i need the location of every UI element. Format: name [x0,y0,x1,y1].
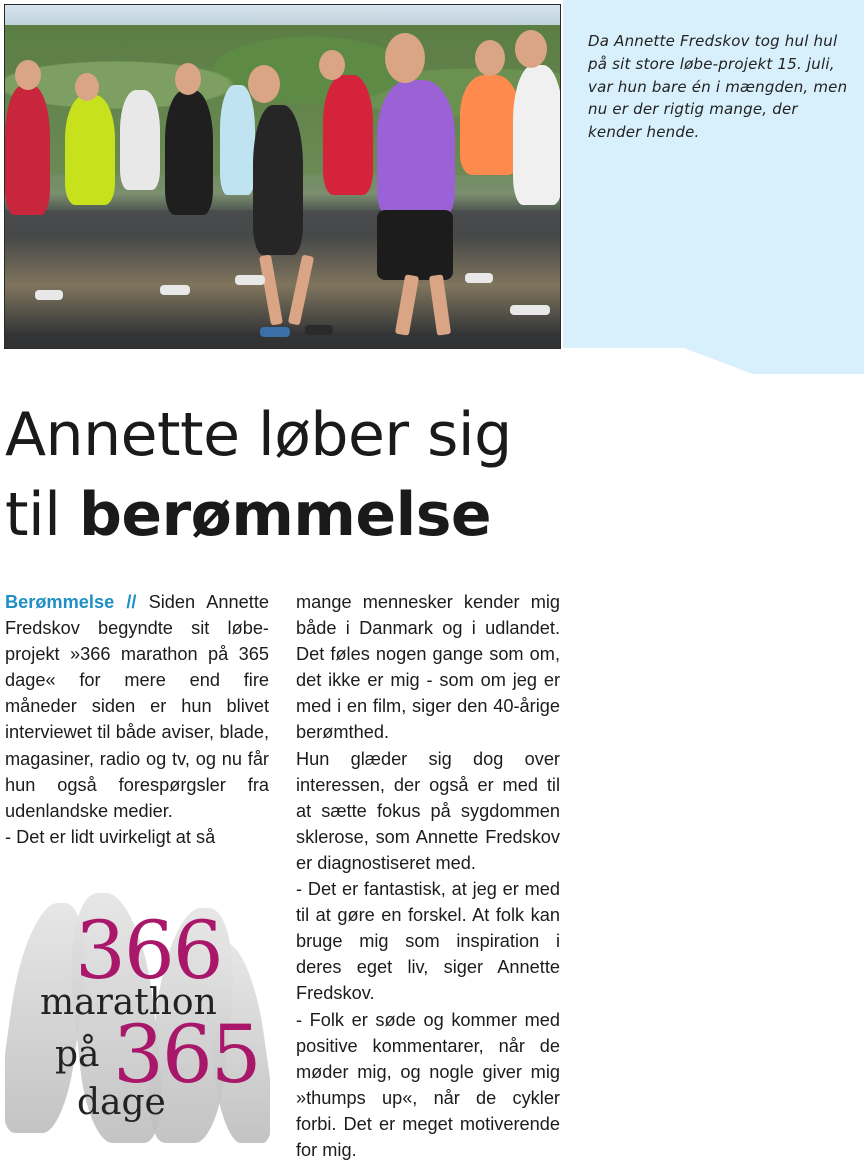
article-kicker: Berømmelse // [5,592,137,612]
logo-word-marathon: marathon [40,982,217,1023]
logo-number-365: 365 [113,1008,260,1101]
logo-word-dage: dage [77,1082,166,1123]
logo-word-paa: på [55,1034,100,1075]
paragraph-text: Siden Annette Fredskov begyndte sit løbe-projekt »366 marathon på 365 dage« for mere end fire måneder siden er hun blivet interviewet til både aviser, blade, magasiner, radio og tv, og nu får hun også forespørgsler fra udenlandske medier. [5,592,269,821]
366-marathon-logo [5,883,270,1153]
headline-line2-plain: til [5,480,79,550]
logo-number-366: 366 [75,904,222,997]
article-column-1 [5,589,269,850]
paragraph: - Folk er søde og kommer med positive kommentarer, når de møder mig, og nogle giver mig »thumps up«, når de cykler forbi. Det er meget motiverende for mig. [296,1009,560,1160]
article-photo-runners [5,5,560,348]
article-column-2 [296,589,560,1163]
paragraph: Hun glæder sig dog over interessen, der også er med til at sætte fokus på sygdommen sklerose, som Annette Fredskov er diagnostiseret med. [296,748,560,873]
paragraph: mange mennesker kender mig både i Danmark og i udlandet. Det føles nogen gange som om, det ikke er mig - som om jeg er med i en film, siger den 40-årige berømthed. [296,592,560,743]
headline-line1: Annette løber sig [5,400,512,470]
headline-line2-bold: berømmelse [78,480,492,550]
photo-caption: Da Annette Fredskov tog hul hul på sit store løbe-projekt 15. juli, var hun bare én i mængden, men nu er der rigtig mange, der kender hende. [588,32,848,142]
paragraph: - Det er fantastisk, at jeg er med til at gøre en forskel. At folk kan bruge mig som inspiration i deres eget liv, siger Annette Fredskov. [296,879,560,1004]
paragraph: - Det er lidt uvirkeligt at så [5,826,216,847]
paragraph [5,589,269,824]
article-headline [5,395,605,555]
